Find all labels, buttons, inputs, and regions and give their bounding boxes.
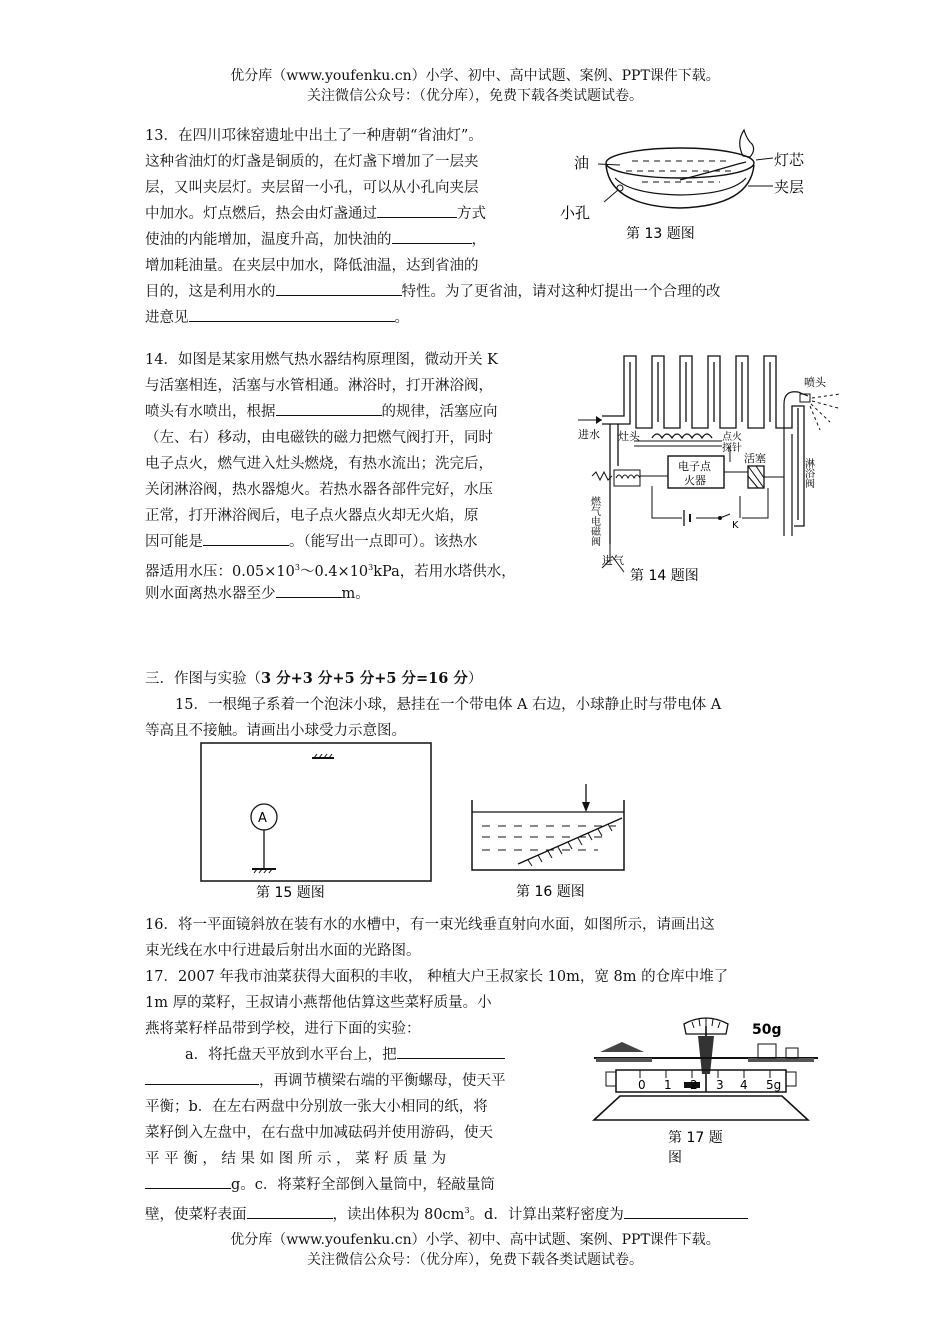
piston-hatch xyxy=(748,466,764,488)
q17-caption-1: 第 17 题 xyxy=(668,1130,723,1146)
q16-line-2: 束光线在水中行进最后射出水面的光路图。 xyxy=(145,943,421,959)
burner-flame-icon xyxy=(652,434,712,438)
small-weight-icon xyxy=(786,1048,798,1058)
q15-line-1: 15．一根绳子系着一个泡沫小球，悬挂在一个带电体 A 右边，小球静止时与带电体 A xyxy=(175,697,722,713)
q17-line-3: 燕将菜籽样品带到学校，进行下面的实验： xyxy=(145,1021,421,1037)
q17-line-5-text: ，再调节横梁右端的平衡螺母，使天平 xyxy=(259,1073,506,1089)
q17-line-10 xyxy=(145,1198,748,1228)
label-weight: 50g xyxy=(752,1022,782,1038)
balance-base xyxy=(594,1096,808,1120)
label-a: A xyxy=(258,811,267,826)
q14-exp-1: 3 xyxy=(294,563,300,572)
q14-line-10 xyxy=(145,581,370,607)
flame-icon xyxy=(740,130,754,157)
q14-blank-reason[interactable] xyxy=(203,531,289,546)
label-igniter-1: 电子点 xyxy=(678,460,711,473)
q17-line-10-tail: 。d．计算出菜籽密度为 xyxy=(469,1206,624,1223)
section-3-title-c: ） xyxy=(467,671,483,687)
q17-line-9 xyxy=(145,1172,495,1198)
page-footer-line-1: 优分库（www.youfenku.cn）小学、初中、高中试题、案例、PPT课件下载。 xyxy=(230,1232,720,1248)
q14-line-3 xyxy=(145,399,498,425)
q17-line-2: 1m 厚的菜籽，王叔请小燕帮他估算这些菜籽质量。小 xyxy=(145,995,492,1011)
q13-lamp-figure xyxy=(560,120,820,250)
q16-caption: 第 16 题图 xyxy=(516,884,585,900)
q13-line-4-tail: 方式 xyxy=(457,206,486,222)
coil-pipe-inner xyxy=(602,362,770,424)
q13-blank-heat-transfer[interactable] xyxy=(377,203,457,218)
switch-pivot xyxy=(718,516,722,520)
q14-line-10-text: 则水面离热水器至少 xyxy=(145,586,276,602)
leader-wick xyxy=(756,158,773,160)
q17-line-10-text: 壁，使菜籽表面 xyxy=(145,1206,247,1223)
q14-caption: 第 14 题图 xyxy=(630,568,699,584)
section-3-title-a: 三．作图与实验（ xyxy=(145,671,261,687)
q13-line-4-text: 中加水。灯点燃后，热会由灯盏通过 xyxy=(145,206,377,222)
q17-line-6: 平衡；b．在左右两盘中分别放一张大小相同的纸，将 xyxy=(145,1099,488,1115)
q13-line-7-tail: 特性。为了更省油，请对这种灯提出一个合理的改 xyxy=(401,284,721,300)
tick-3: 3 xyxy=(716,1078,724,1092)
burner-bar xyxy=(634,441,722,446)
label-probe-2: 探针 xyxy=(722,443,742,454)
label-water-in: 进水 xyxy=(578,428,600,441)
water-in-arrowhead xyxy=(596,416,602,424)
q14-line-7: 正常，打开淋浴阀后，电子点火器点火却无火焰，原 xyxy=(145,508,479,524)
label-igniter-2: 火器 xyxy=(684,474,706,487)
label-piston: 活塞 xyxy=(744,452,766,465)
q17-line-1: 17．2007 年我市油菜获得大面积的丰收， 种植大户王叔家长 10m，宽 8m 的仓库中堆了 xyxy=(145,969,729,985)
q17-exp: 3 xyxy=(464,1206,470,1215)
label-probe-1: 点火 xyxy=(722,432,742,443)
q14-line-4: （左、右）移动，由电磁铁的磁力把燃气阀打开，同时 xyxy=(145,430,493,446)
q15-frame xyxy=(201,743,431,881)
q17-blank-density[interactable] xyxy=(624,1204,748,1219)
q14-line-3-tail: 的规律，活塞应向 xyxy=(381,404,498,420)
column-icon xyxy=(698,1036,714,1074)
q17-blank-rider-b[interactable] xyxy=(145,1070,259,1085)
q15-figure xyxy=(200,742,434,904)
tick-0: 0 xyxy=(638,1078,646,1092)
q14-line-1: 14．如图是某家用燃气热水器结构原理图，微动开关 K xyxy=(145,352,498,368)
q14-line-6: 关闭淋浴阀，热水器熄火。若热水器各部件完好，水压 xyxy=(145,482,493,498)
q14-heater-figure xyxy=(572,346,852,592)
label-hole: 小孔 xyxy=(560,204,591,222)
q16-figure xyxy=(468,782,632,902)
leader-hole xyxy=(604,190,618,202)
label-switch: K xyxy=(732,520,739,531)
section-3-title xyxy=(145,666,482,692)
plane-mirror xyxy=(518,818,622,864)
q13-line-7 xyxy=(145,279,721,305)
q14-blank-rule[interactable] xyxy=(276,401,382,416)
q17-line-5 xyxy=(145,1068,506,1094)
label-gas-valve: 燃气电磁阀 xyxy=(588,496,600,546)
label-gas-in: 进气 xyxy=(602,554,624,567)
q14-line-10-tail: m。 xyxy=(341,586,370,602)
q13-blank-oil-change[interactable] xyxy=(392,229,472,244)
tick-1: 1 xyxy=(664,1078,672,1092)
mirror-hatch xyxy=(528,824,612,866)
q17-line-7: 菜籽倒入左盘中，在右盘中加减砝码并使用游码，使天 xyxy=(145,1125,493,1141)
tick-2: 2 xyxy=(690,1078,698,1092)
q13-line-1: 13．在四川邛徕窑遗址中出土了一种唐朝“省油灯”。 xyxy=(145,128,483,144)
q13-line-8-tail: 。 xyxy=(394,310,409,326)
q13-caption: 第 13 题图 xyxy=(626,226,695,242)
left-nut-icon xyxy=(606,1072,616,1086)
q14-exp-2: 3 xyxy=(368,563,374,572)
q14-line-5: 电子点火，燃气进入灶头燃烧，有热水流出；洗完后， xyxy=(145,456,493,472)
q15-line-2: 等高且不接触。请画出小球受力示意图。 xyxy=(145,723,406,739)
section-3-score: 3 分+3 分+5 分+5 分=16 分 xyxy=(261,670,468,687)
q13-line-3: 层，又叫夹层灯。夹层留一小孔，可以从小孔向夹层 xyxy=(145,180,479,196)
label-valve: 淋浴阀 xyxy=(802,458,814,488)
rapeseed-pile-icon xyxy=(600,1042,644,1052)
q13-line-4 xyxy=(145,201,486,227)
page-footer-line-2: 关注微信公众号：（优分库），免费下载各类试题试卷。 xyxy=(307,1252,643,1268)
q16-line-1: 16．将一平面镜斜放在装有水的水槽中，有一束光线垂直射向水面，如图所示，请画出这 xyxy=(145,917,715,933)
lamp-rim xyxy=(606,148,754,178)
q14-line-2: 与活塞相连，活塞与水管相通。淋浴时，打开淋浴阀， xyxy=(145,378,493,394)
q14-line-8-tail: 。（能写出一点即可）。该热水 xyxy=(289,534,478,550)
q14-line-9-tail: kPa，若用水塔供水， xyxy=(373,563,516,580)
right-nut-icon xyxy=(786,1072,796,1086)
right-pan xyxy=(748,1058,814,1062)
q17-blank-rider-a[interactable] xyxy=(397,1044,505,1059)
q14-line-8 xyxy=(145,529,478,555)
q13-line-5-tail: ， xyxy=(471,232,486,248)
q13-line-8 xyxy=(145,305,409,331)
q13-line-5-text: 使油的内能增加，温度升高，加快油的 xyxy=(145,232,392,248)
q14-line-9-text: 器适用水压：0.05×10 xyxy=(145,563,295,580)
label-wick: 灯芯 xyxy=(774,151,805,169)
label-burner: 灶头 xyxy=(618,430,640,443)
q14-blank-height[interactable] xyxy=(276,583,342,598)
left-pan xyxy=(596,1058,652,1062)
water-spray-icon xyxy=(810,394,840,430)
label-oil: 油 xyxy=(574,154,590,172)
tick-5g: 5g xyxy=(766,1078,782,1092)
tick-4: 4 xyxy=(740,1078,748,1092)
page-header-line-1: 优分库（www.youfenku.cn）小学、初中、高中试题、案例、PPT课件下载。 xyxy=(230,68,720,84)
q14-line-8-text: 因可能是 xyxy=(145,534,203,550)
q13-line-2: 这种省油灯的灯盏是铜质的，在灯盏下增加了一层夹 xyxy=(145,154,479,170)
q13-line-7-text: 目的，这是利用水的 xyxy=(145,284,276,300)
q13-line-8-text: 进意见 xyxy=(145,310,189,326)
q17-caption-2: 图 xyxy=(668,1150,682,1166)
wick-icon xyxy=(680,162,746,180)
q17-blank-mass[interactable] xyxy=(145,1174,231,1189)
q17-line-4 xyxy=(185,1042,505,1068)
q14-line-3-text: 喷头有水喷出，根据 xyxy=(145,404,276,420)
label-layer: 夹层 xyxy=(774,178,805,196)
q13-line-6: 增加耗油量。在夹层中加水，降低油温，达到省油的 xyxy=(145,258,479,274)
q17-line-4-text: a．将托盘天平放到水平台上，把 xyxy=(185,1047,397,1063)
q13-blank-suggestion[interactable] xyxy=(189,307,395,322)
coil-winding xyxy=(616,475,640,478)
page-header-line-2: 关注微信公众号：（优分库），免费下载各类试题试卷。 xyxy=(307,88,643,104)
q15-caption: 第 15 题图 xyxy=(256,885,325,901)
label-nozzle: 喷头 xyxy=(804,376,826,389)
light-ray-arrowhead xyxy=(582,802,590,812)
weight-icon xyxy=(758,1044,776,1058)
leader-oil xyxy=(598,164,620,165)
spring-icon xyxy=(592,472,612,480)
q17-line-10-mid: ，读出体积为 80cm xyxy=(332,1206,465,1223)
q14-line-9-mid: ～0.4×10 xyxy=(299,563,369,580)
q13-line-5 xyxy=(145,227,486,253)
q17-line-8: 平 平 衡 ， 结 果 如 图 所 示 ， 菜 籽 质 量 为 xyxy=(145,1151,447,1167)
q17-blank-surface[interactable] xyxy=(247,1204,333,1219)
q13-blank-water-property[interactable] xyxy=(276,281,402,296)
lamp-layer xyxy=(615,178,746,195)
gas-valve-coil xyxy=(614,470,640,486)
q17-balance-figure xyxy=(580,1012,820,1170)
q17-line-9-text: g。c．将菜籽全部倒入量筒中，轻敲量筒 xyxy=(231,1177,495,1193)
